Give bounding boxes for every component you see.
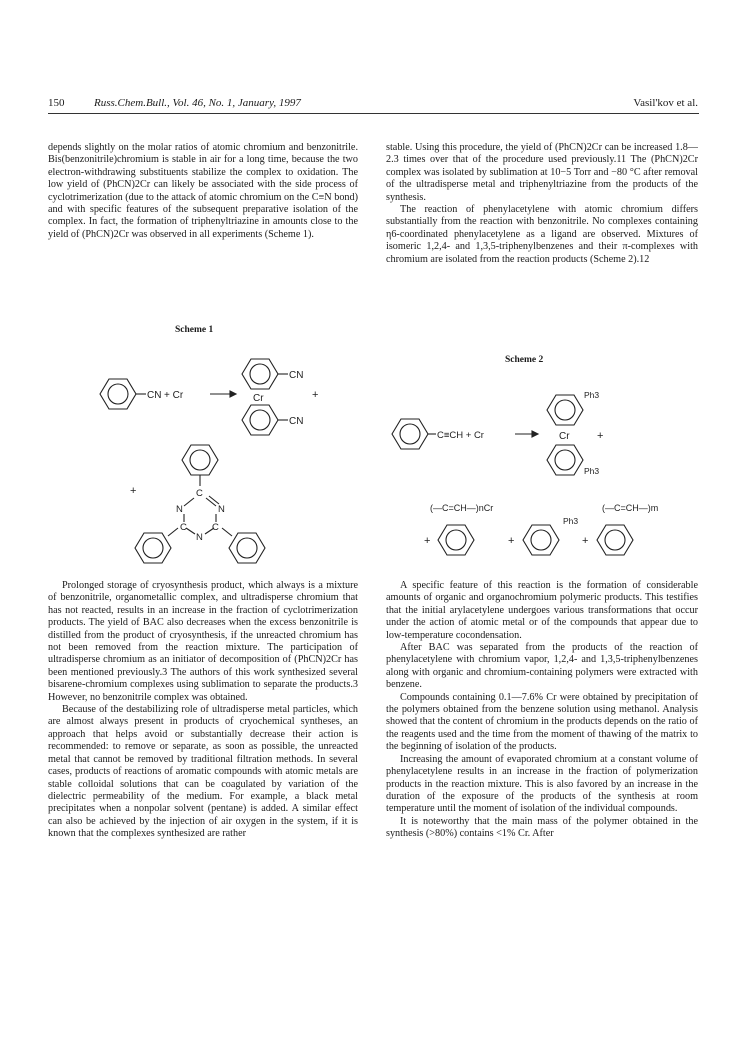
reagent-label: C≡CH + Cr: [437, 430, 484, 441]
scheme-2-title: Scheme 2: [505, 355, 544, 365]
plus-sign: +: [582, 535, 589, 547]
plus-sign: +: [424, 535, 431, 547]
metal-label: Cr: [559, 431, 570, 442]
atom-label: N: [176, 504, 183, 515]
plus-sign: +: [597, 430, 604, 442]
page-number: 150: [48, 97, 65, 109]
plus-sign: +: [508, 535, 515, 547]
paragraph: stable. Using this procedure, the yield of (PhCN)2Cr can be increased 1.8—2.3 times over that of the procedure used previously.11 The (PhCN)2Cr complex was isolated by sublimation at 10−5 Torr and −80 °C after removal of the ultradisperse metal and triphenyltriazine from the products of the synthesis.: [386, 142, 698, 203]
atom-label: C: [212, 522, 219, 533]
polymer-label: (—C=CH—)nCr: [430, 503, 494, 513]
benzene-ring: [392, 419, 428, 449]
atom-label: N: [218, 504, 225, 515]
benzene-ring: [523, 525, 559, 555]
substituent-label: Ph3: [584, 466, 600, 476]
paragraph: depends slightly on the molar ratios of atomic chromium and benzonitrile. Bis(benzonitrile)chromium is stable in air for a long time, because the two electron-withdrawing substituents stabilize the complex to oxidation. The low yield of (PhCN)2Cr can likely be associated with the side process of cyclotrimerization (due to the attack of atomic chromium on the C≡N bond) and with specific features of the subsequent preparative isolation of the complex. In fact, the formation of triphenyltriazine in amounts close to the yield of (PhCN)2Cr was observed in all experiments (Scheme 1).: [48, 142, 358, 240]
substituent-label: CN: [289, 370, 304, 381]
paragraph: After BAC was separated from the products of the reaction of phenylacetylene with chromium vapor, 1,2,4- and 1,3,5-triphenylbenzenes along with organic and chromium-containing polymers were extracted with benzene.: [386, 642, 698, 691]
atom-label: N: [196, 532, 203, 543]
benzene-ring: [547, 395, 583, 425]
paragraph: A specific feature of this reaction is the formation of considerable amounts of organic and organochromium polymeric products. This testifies that the initial arylacetylene undergoes various transformations that occur under the action of atomic metal or of the compounds that appear due to low-temperature cocondensation.: [386, 580, 698, 641]
benzene-ring: [547, 445, 583, 475]
arrow-head: [532, 431, 538, 437]
polymer-label: (—C=CH—)m: [602, 503, 659, 513]
paragraph: It is noteworthy that the main mass of the polymer obtained in the synthesis (>80%) contains <1% Cr. After: [386, 815, 698, 840]
benzene-ring: [438, 525, 474, 555]
column-bottom-left: [48, 580, 358, 841]
substituent-label: Ph3: [584, 390, 600, 400]
author-line: Vasil'kov et al.: [633, 97, 698, 109]
substituent-label: CN: [147, 390, 162, 401]
reagent-label: + Cr: [164, 390, 184, 401]
paragraph: Prolonged storage of cryosynthesis product, which always is a mixture of benzonitrile, organometallic complex, and ultradisperse chromium that has not reacted, results in an increase in the fraction of cyclotrimerization products. The yield of BAC also decreases when the excess benzonitrile is distilled from the product of cryosynthesis, if the unreacted chromium has not been removed from the reaction mixture. The participation of ultradisperse chromium as an initiator of decomposition of (PhCN)2Cr has been mentioned previously.3 The authors of this work synthesized several bisarene-chromium complexes using sublimation to separate the products.3 However, no benzonitrile complex was obtained.: [48, 580, 358, 703]
atom-label: C: [180, 522, 187, 533]
benzene-ring: [597, 525, 633, 555]
atom-label: C: [196, 488, 203, 499]
metal-label: Cr: [253, 393, 264, 404]
paragraph: The reaction of phenylacetylene with atomic chromium differs substantially from the reaction with benzonitrile. No complexes containing η6-coordinated phenylacetylene as a ligand are observed. Mixtures of isomeric 1,2,4- and 1,3,5-triphenylbenzenes and their π-complexes with chromium are isolated from the reaction products (Scheme 2).12: [386, 204, 698, 265]
substituent-label: Ph3: [563, 516, 579, 526]
scheme-1-title: Scheme 1: [175, 325, 214, 335]
journal-citation: Russ.Chem.Bull., Vol. 46, No. 1, January, 1997: [94, 97, 301, 109]
paragraph: Because of the destabilizing role of ultradisperse metal particles, which are almost always present in products of cryochemical syntheses, an approach that helps avoid or substantially decrease their action is recommended: to remove or separate, as soon as possible, the unreacted metal that cannot be removed by traditional filtration methods. In several cases, products of reactions of aromatic compounds with atomic metals are stable colloidal solutions that can be coagulated by variation of the dielectric permeability of the medium. For example, a black metal precipitates when a nonpolar solvent (pentane) is added. A similar effect can also be achieved by the injection of air oxygen in the system, if it is known that the complexes synthesized are rather: [48, 704, 358, 840]
paragraph: Increasing the amount of evaporated chromium at a constant volume of phenylacetylene results in an increase in the fraction of polymerization products in the reaction mixture. This is also favored by an increase in the duration of the exposure of the products of the synthesis at room temperature until the moment of isolation of the individual compounds.: [386, 753, 698, 815]
paragraph: Compounds containing 0.1—7.6% Cr were obtained by precipitation of the polymers obtained from the benzene solution using methanol. Analysis showed that the content of chromium in the products depends on the ratio of the reagents used and the time from the moment of thawing of the matrix to the beginning of isolation of the products.: [386, 691, 698, 753]
substituent-label: CN: [289, 416, 304, 427]
plus-sign: +: [130, 485, 137, 497]
column-bottom-right: [386, 580, 698, 841]
plus-sign: +: [312, 389, 319, 401]
